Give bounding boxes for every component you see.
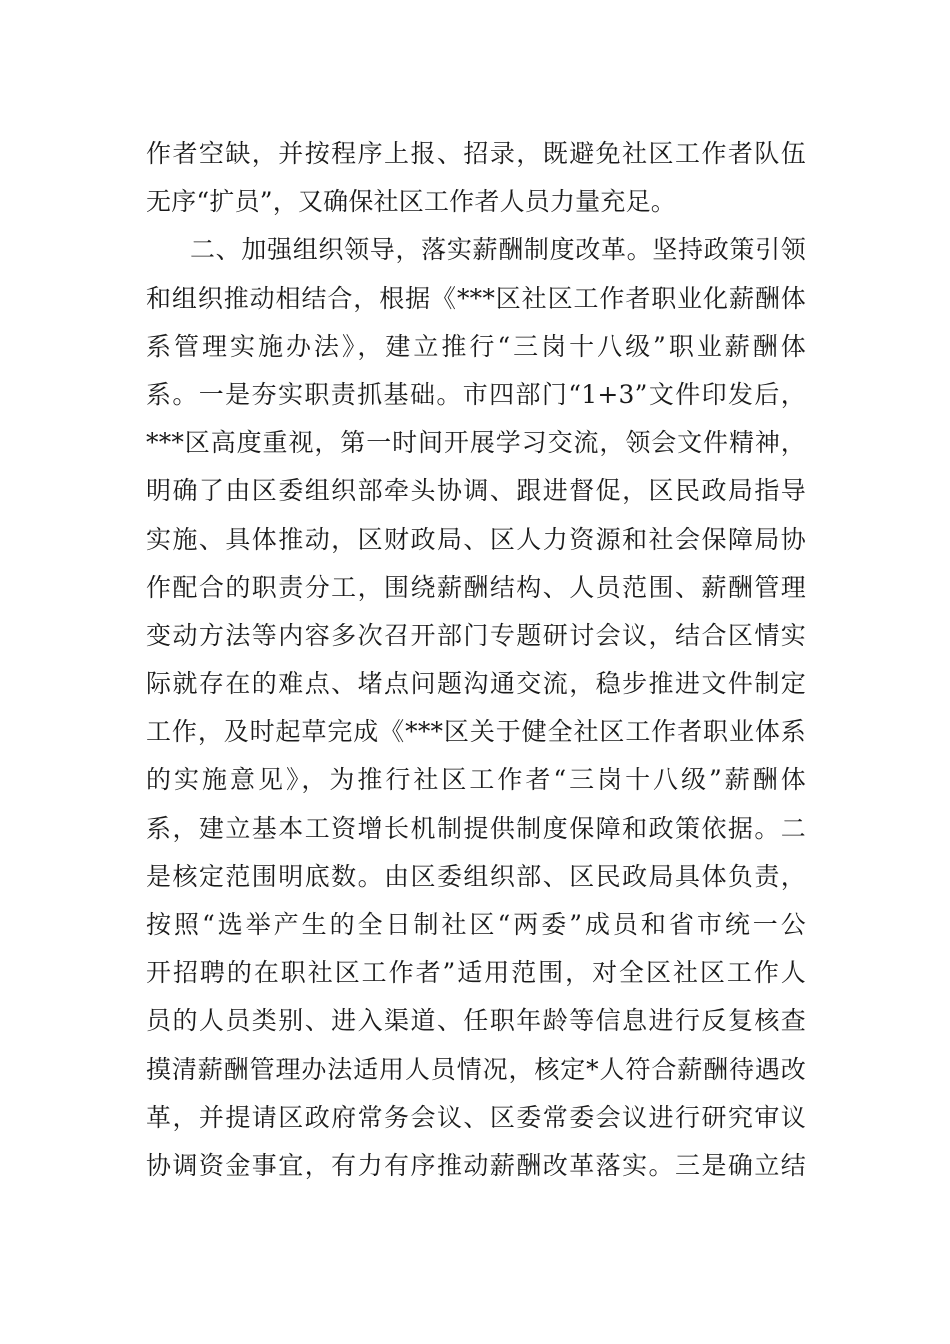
text-line: 的实施意见》，为推行社区工作者“三岗十八级”薪酬体 (146, 765, 806, 795)
text-line: 按照“选举产生的全日制社区“两委”成员和省市统一公 (146, 910, 806, 939)
text-line: 员的人员类别、进入渠道、任职年龄等信息进行反复核查 (146, 1006, 806, 1036)
text-line: 作配合的职责分工，围绕薪酬结构、人员范围、薪酬管理 (146, 572, 806, 602)
text-line: 和组织推动相结合，根据《***区社区工作者职业化薪酬体 (146, 283, 806, 313)
text-line: 作者空缺，并按程序上报、招录，既避免社区工作者队伍 (146, 139, 806, 168)
body-text (146, 130, 806, 1190)
text-line: 是核定范围明底数。由区委组织部、区民政局具体负责， (146, 861, 806, 891)
text-line: 系管理实施办法》，建立推行“三岗十八级”职业薪酬体 (146, 331, 806, 361)
text-line: 变动方法等内容多次召开部门专题研讨会议，结合区情实 (146, 620, 806, 650)
text-line: 摸清薪酬管理办法适用人员情况，核定*人符合薪酬待遇改 (146, 1054, 806, 1084)
text-line: 实施、具体推动，区财政局、区人力资源和社会保障局协 (146, 524, 806, 554)
text-line: 际就存在的难点、堵点问题沟通交流，稳步推进文件制定 (146, 669, 806, 699)
text-line: 革，并提请区政府常务会议、区委常委会议进行研究审议 (146, 1102, 806, 1132)
text-line: 二、加强组织领导，落实薪酬制度改革。坚持政策引领 (190, 235, 806, 265)
text-line: 工作，及时起草完成《***区关于健全社区工作者职业体系 (146, 717, 806, 747)
text-line: 系。一是夯实职责抓基础。市四部门“1+3”文件印发后， (146, 379, 806, 409)
text-line: 系，建立基本工资增长机制提供制度保障和政策依据。二 (146, 813, 806, 843)
text-line: ***区高度重视，第一时间开展学习交流，领会文件精神， (146, 428, 806, 458)
text-line: 明确了由区委组织部牵头协调、跟进督促，区民政局指导 (146, 476, 806, 506)
text-line: 协调资金事宜，有力有序推动薪酬改革落实。三是确立结 (146, 1150, 806, 1180)
text-line: 开招聘的在职社区工作者”适用范围，对全区社区工作人 (146, 958, 806, 988)
text-line: 无序“扩员”，又确保社区工作者人员力量充足。 (146, 187, 676, 217)
